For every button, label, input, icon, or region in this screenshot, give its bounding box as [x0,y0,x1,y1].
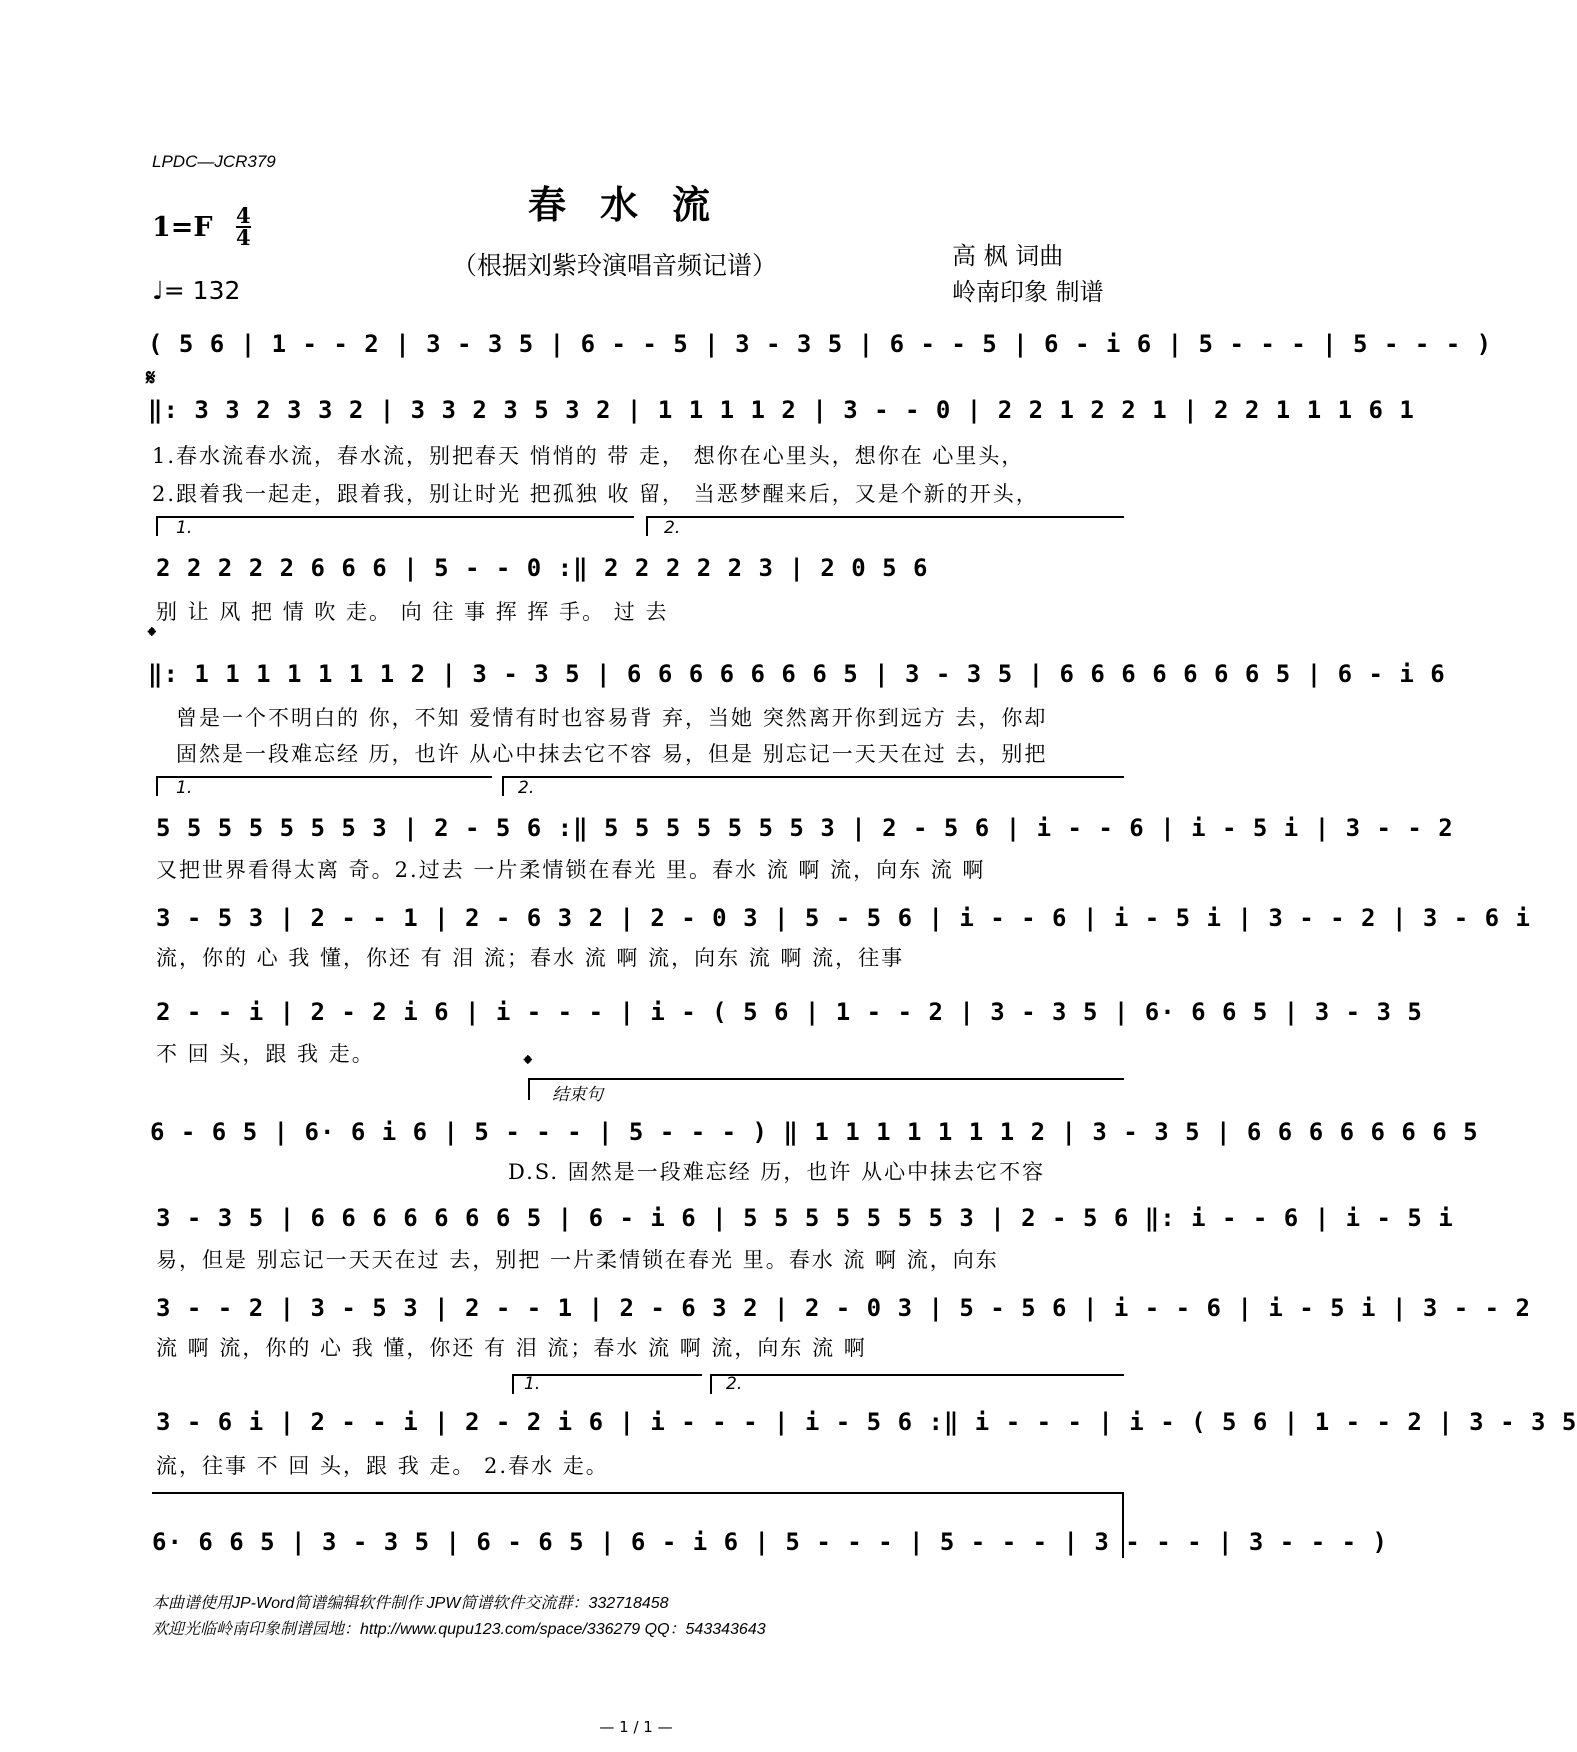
score-title: 春水流 [527,182,744,227]
coda-bracket [528,1078,1124,1080]
verse-lyrics-1-row-1: 1.春水流春水流，春水流，别把春天 悄悄的 带 走， 想你在心里头，想你在 心里头， [152,444,1025,468]
volta-bracket-2 [646,516,1124,518]
volta-label-2: 2. [664,518,681,538]
ending-lyrics-row-3: 流 啊 流，你的 心 我 懂，你还 有 泪 流；春水 流 啊 流，向东 流 啊 [156,1336,867,1360]
ending-lyrics-row-4: 流，往事 不 回 头，跟 我 走。 2.春水 走。 [156,1454,609,1478]
chorus-lyrics-row-3: 流，你的 心 我 懂，你还 有 泪 流；春水 流 啊 流，向东 流 啊 流，往事 [156,946,905,970]
chorus-lyrics-row-4: 不 回 头，跟 我 走。 [156,1042,375,1066]
chorus-lyrics-1-row-1: 曾是一个不明白的 你，不知 爱情有时也容易背 弃，当她 突然离开你到远方 去，你却 [176,706,1048,730]
coda-label: 结束句 [552,1085,603,1105]
ending-notes-row-1: 6 - 6 5 | 6· 6 i 6 | 5 - - - | 5 - - - ) ‖ 1 1 1 1 1 1 1 2 | 3 - 3 5 | 6 6 6 6 6 6 6 5 [150,1118,1479,1146]
score-code: LPDC—JCR379 [152,152,276,171]
time-signature-top: 4 [236,203,251,228]
coda-bracket-edge [528,1078,530,1100]
arranger-credit: 岭南印象 制谱 [952,278,1104,306]
key-signature: 1=F [152,212,213,243]
volta-bracket-6 [710,1374,1124,1376]
chorus-notes-row-3: 3 - 5 3 | 2 - - 1 | 2 - 6 3 2 | 2 - 0 3 | 5 - 5 6 | i - - 6 | i - 5 i | 3 - - 2 | 3 - 6 i [156,904,1531,932]
chorus-notes-row-1: ‖: 1 1 1 1 1 1 1 2 | 3 - 3 5 | 6 6 6 6 6 6 6 5 | 3 - 3 5 | 6 6 6 6 6 6 6 5 | 6 - i 6 [148,660,1446,688]
volta-bracket-2-edge [646,516,648,536]
volta-bracket-4-edge [502,776,504,796]
chorus-lyrics-row-2: 又把世界看得太离 奇。2.过去 一片柔情锁在春光 里。春水 流 啊 流，向东 流 啊 [156,858,986,882]
footer-line-1: 本曲谱使用JP-Word简谱编辑软件制作 JPW简谱软件交流群：332718458 [152,1595,669,1612]
volta-bracket-4 [502,776,1124,778]
volta-bracket-3 [156,776,492,778]
volta-label-4: 2. [518,778,535,798]
ending-lyrics-row-2: 易，但是 别忘记一天天在过 去，别把 一片柔情锁在春光 里。春水 流 啊 流，向东 [156,1248,999,1272]
page-number: — 1 / 1 — [599,1718,673,1736]
footer-line-2: 欢迎光临岭南印象制谱园地：http://www.qupu123.com/space/336279 QQ：543343643 [152,1621,766,1638]
ending-notes-row-2: 3 - 3 5 | 6 6 6 6 6 6 6 5 | 6 - i 6 | 5 5 5 5 5 5 5 3 | 2 - 5 6 ‖: i - - 6 | i - 5 i [156,1204,1454,1232]
intro-notes: ( 5 6 | 1 - - 2 | 3 - 3 5 | 6 - - 5 | 3 - 3 5 | 6 - - 5 | 6 - i 6 | 5 - - - | 5 - - - ) [148,330,1493,358]
chorus-notes-row-2: 5 5 5 5 5 5 5 3 | 2 - 5 6 :‖ 5 5 5 5 5 5 5 3 | 2 - 5 6 | i - - 6 | i - 5 i | 3 - - 2 [156,814,1454,842]
ending-lyrics-row-1: D.S. 固然是一段难忘经 历，也许 从心中抹去它不容 [508,1160,1046,1184]
volta-bracket-5 [512,1374,702,1376]
volta-bracket-6-edge [710,1374,712,1394]
volta-bracket-1 [156,516,634,518]
chorus-lyrics-2-row-1: 固然是一段难忘经 历，也许 从心中抹去它不容 易，但是 别忘记一天天在过 去，别把 [176,742,1048,766]
ending-notes-row-3: 3 - - 2 | 3 - 5 3 | 2 - - 1 | 2 - 6 3 2 | 2 - 0 3 | 5 - 5 6 | i - - 6 | i - 5 i | 3 - - 2 [156,1294,1531,1322]
volta-bracket-3-edge [156,776,158,796]
tempo-marking: ♩= 132 [152,276,241,305]
volta-label-1: 1. [176,518,193,538]
outro-notes: 6· 6 6 5 | 3 - 3 5 | 6 - 6 5 | 6 - i 6 | 5 - - - | 5 - - - | 3 - - - | 3 - - - ) [152,1528,1388,1556]
volta-label-6: 2. [726,1374,743,1394]
coda-sign: 𝄌 [148,624,156,649]
verse-notes-row-2: 2 2 2 2 2 6 6 6 | 5 - - 0 :‖ 2 2 2 2 2 3 | 2 0 5 6 [156,554,929,582]
chorus-notes-row-4: 2 - - i | 2 - 2 i 6 | i - - - | i - ( 5 6 | 1 - - 2 | 3 - 3 5 | 6· 6 6 5 | 3 - 3 5 [156,998,1423,1026]
volta-bracket-5-edge [512,1374,514,1394]
verse-lyrics-2-row-1: 2.跟着我一起走，跟着我，别让时光 把孤独 收 留， 当恶梦醒来后，又是个新的开头， [152,482,1039,506]
time-signature-bottom: 4 [236,225,251,250]
ending-notes-row-4: 3 - 6 i | 2 - - i | 2 - 2 i 6 | i - - - | i - 5 6 :‖ i - - - | i - ( 5 6 | 1 - - 2 | 3 - 3 5 [156,1408,1577,1436]
score-subtitle: （根据刘紫玲演唱音频记谱） [452,251,778,280]
outro-bracket [152,1492,1124,1494]
verse-lyrics-row-2: 别 让 风 把 情 吹 走。 向 往 事 挥 挥 手。 过 去 [156,600,669,624]
time-signature [236,203,251,250]
verse-notes-row-1: ‖: 3 3 2 3 3 2 | 3 3 2 3 5 3 2 | 1 1 1 1 2 | 3 - - 0 | 2 2 1 2 2 1 | 2 2 1 1 1 6 1 [148,396,1415,424]
segno-sign: 𝄋 [146,366,156,391]
volta-label-5: 1. [524,1374,541,1394]
lyricist-credit: 高 枫 词曲 [952,242,1064,270]
volta-bracket-1-edge [156,516,158,536]
coda-sign-ending: 𝄌 [524,1052,532,1077]
volta-label-3: 1. [176,778,193,798]
